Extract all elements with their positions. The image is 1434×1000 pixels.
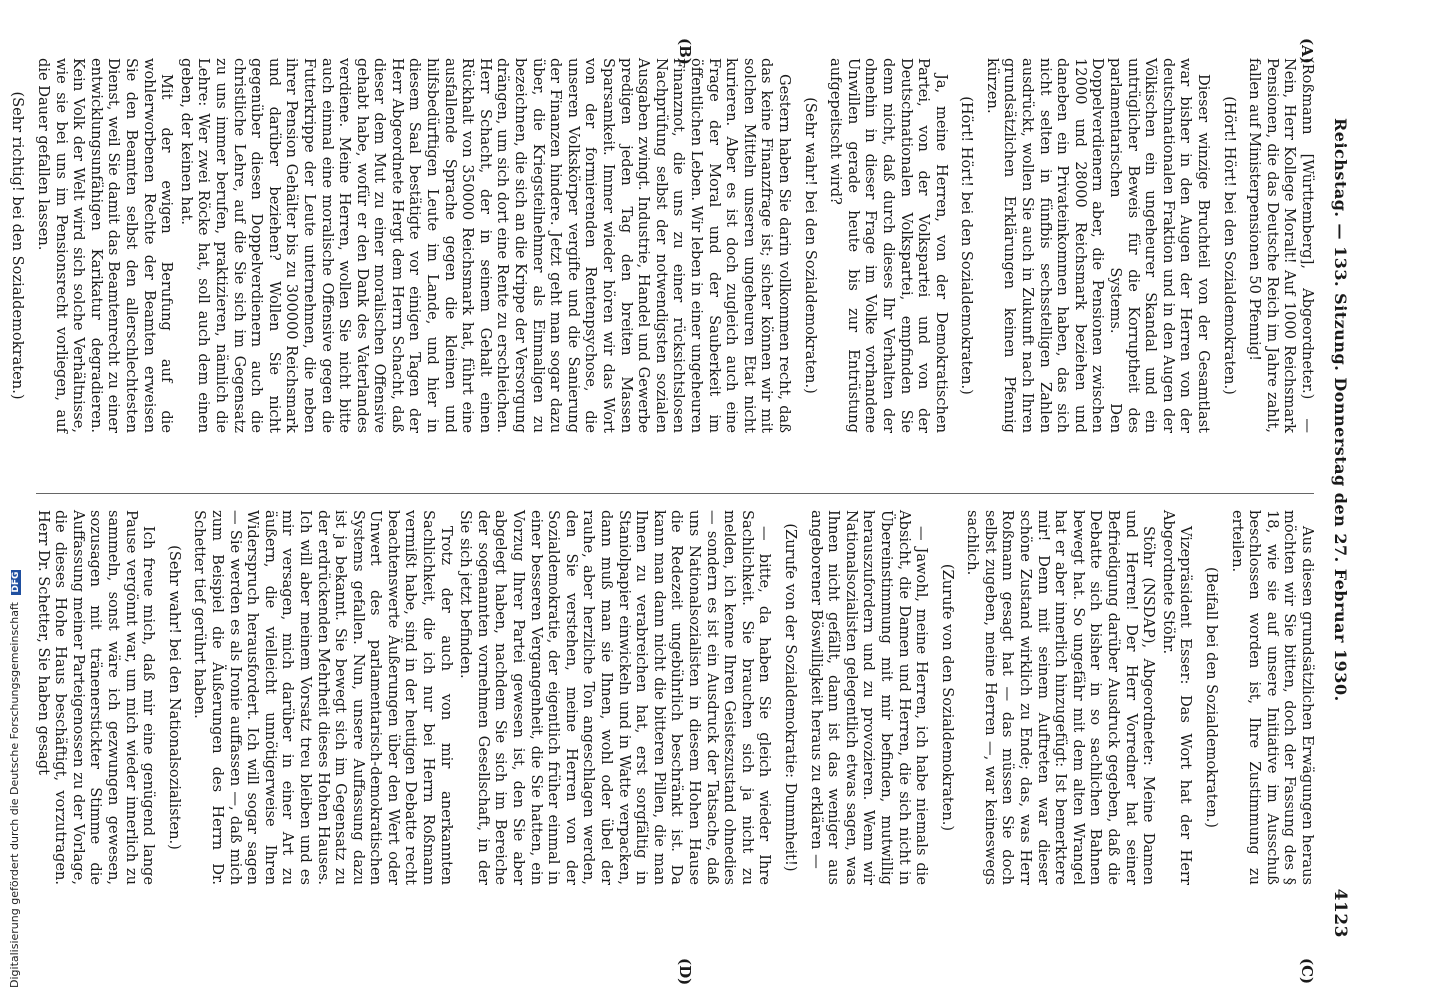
margin-letter-b: (B) — [676, 38, 694, 65]
interjection: (Sehr richtig! bei den Sozialdemokraten.) — [9, 91, 27, 400]
column-divider — [36, 493, 1314, 494]
digitization-note — [8, 570, 21, 988]
interjection: (Zurufe von der Sozialdemokratie: Dummheit!) — [781, 523, 799, 872]
interjection: (Sehr wahr! bei den Sozialdemokraten.) — [801, 97, 819, 394]
right-column — [32, 510, 1316, 885]
paragraph: Dieser winzige Bruchteil von der Gesamtlast war bisher in den Augen der Herren von der deutschnationalen Fraktion und in den Augen der Völkischen ein ungeheurer Skandal und ein untrüglicher Beweis für die Korruptheit des parlamentarischen Systems. Den Doppelverdienern aber, die Pensionen zwischen 12000 und 28000 Reichsmark beziehen und daneben ein Privateinkommen haben, das sich nicht selten in fünfbis sechsstelligen Zahlen ausdrückt, wollen Sie auch in Zukunft nach Ihren grundsätzlichen Erklärungen keinen Pfennig kürzen. — [983, 58, 1213, 433]
margin-letter-d: (D) — [676, 958, 694, 986]
page-header — [1324, 58, 1354, 938]
paragraph: Mit der ewigen Berufung auf die wohlerworbenen Rechte der Beamten erweisen Sie den Beamten selbst den allerschlechtesten Dienst, weil Sie damit das Beamtenrecht zu einer entwicklungsunfähigen Karikatur degradieren. Kein Volk der Welt wird sich solche Verhältnisse, wie sie bei uns im Pensionsrecht vorliegen, auf die Dauer gefallen lassen. — [35, 58, 176, 433]
paragraph: Ja, meine Herren, von der Demokratischen Partei, von der Volkspartei und von der Deutschnationalen Volkspartei, empfinden Sie denn nicht, daß durch dieses Ihr Verhalten der ohnehin in dieser Frage im Volke vorhandene Unwillen gerade heute bis zur Entrüstung aufgepeitscht wird? — [827, 58, 950, 433]
paragraph: Stöhr (NSDAP), Abgeordneter: Meine Damen und Herren! Der Herr Vorredner hat seiner Befriedigung darüber Ausdruck gegeben, daß die Debatte sich bisher in so sachlichen Bahnen bewegt hat. So ungefähr mit dem alten Wrangel hat er aber innerlich hinzugefügt: Ist bemerktere mir! Denn mit seinem Auftreten war dieser schöne Zustand wirklich zu Ende; das, was Herr Roßmann gesagt hat — das müssen Sie doch selbst zugeben, meine Herren —, war keineswegs sachlich. — [964, 510, 1158, 885]
paragraph: Vizepräsident Esser: Das Wort hat der Herr Abgeordnete Stöhr. — [1159, 510, 1195, 885]
page-number: 4123 — [1330, 888, 1350, 938]
paragraph: — Jawohl, meine Herren, ich habe niemals die Absicht, die Damen und Herren, die sich nicht in Übereinstimmung mit mir befinden, mutwillig herauszufordern und zu provozieren. Wenn wir Nationalsozialisten gelegentlich etwas sagen, was Ihnen nicht gefällt, dann ist das weniger aus angeborener Böswilligkeit heraus zu erklären — — [807, 510, 931, 885]
digitization-note-text: Digitalisierung gefördert durch die Deutsche Forschungsgemeinschaft — [8, 602, 21, 988]
dfg-logo: DFG — [11, 571, 21, 593]
paragraph: Aus diesen grundsätzlichen Erwägungen heraus möchten wir Sie bitten, doch der Fassung des § 18, wie sie auf unsere Initiative im Ausschuß beschlossen worden ist, Ihre Zustimmung zu erteilen. — [1228, 510, 1316, 885]
left-column — [1, 58, 1316, 433]
interjection: (Beifall bei den Sozialdemokraten.) — [1203, 567, 1221, 828]
interjection: (Hört! Hört! bei den Sozialdemokraten.) — [1220, 96, 1238, 395]
margin-letter-c: (C) — [1298, 958, 1316, 985]
paragraph: Gestern haben Sie darin vollkommen recht, daß das keine Finanzfrage ist; sicher können wir mit solchen Mitteln unseren ungeheuren Etat nicht kurieren. Aber es ist doch zugleich auch eine Frage der Moral und der Sauberkeit im öffentlichen Leben. Wir leben in einer ungeheuren Finanznot, die uns zu einer rücksichtslosen Nachprüfung selbst der notwendigsten sozialen Ausgaben zwingt. Industrie, Handel und Gewerbe predigen jeden Tag den breiten Massen Sparsamkeit. Immer wieder hören wir das Wort von der formierenden Rentenpsychose, die unseren Volkskörper vergifte und die Sanierung der Finanzen hindere. Jetzt geht man sogar dazu über, die Kriegsteilnehmer als Einmaligen zu bezeichnen, die sich an die Krippe der Versorgung drängen, um sich dort eine Rente zu erschleichen. Herr Schacht, der in seinem Gehalt einen Rückhalt von 350000 Reichsmark hat, führt eine ausfallende Sprache gegen die kleinen und hilfsbedürftigen Leute im Lande, und hier in diesem Saal bestätigte vor einigen Tagen der Herr Abgeordnete Hergt dem Herrn Schacht, daß dieser dem Mut zu einer moralischen Offensive gehabt habe, wofür er den Dank des Vaterlandes verdiene. Meine Herren, wollen Sie nicht bitte auch einmal eine moralische Offensive gegen die Futterkrippe der Leute unternehmen, die neben ihrer Pension Gehälter bis zu 300000 Reichsmark und darüber beziehen? Wollen Sie nicht gegenüber diesen Doppelverdienern auch die christliche Lehre, auf die Sie sich im Gegensatz zu uns immer berufen, praktizieren, nämlich die Lehre: Wer zwei Röcke hat, soll auch dem einen geben, der keinen hat. — [177, 58, 793, 433]
interjection: (Hört! Hört! bei den Sozialdemokraten.) — [958, 96, 976, 395]
paragraph: Trotz der auch von mir anerkannten Sachlichkeit, die ich nur bei Herrn Roßmann vermißt habe, sind in der heutigen Debatte recht beachtenswerte Äußerungen über den Wert oder Unwert des parlamentarisch-demokratischen Systems gefallen. Nun, unsere Auffassung dazu ist ja bekannt. Sie bewegt sich im Gegensatz zu der erdrückenden Mehrheit dieses Hohen Hauses. Ich will aber meinem Vorsatz treu bleiben und es mir versagen, mich darüber in einer Art zu äußern, die vielleicht unnötigerweise Ihren Widerspruch herausfordert. Ich will sogar sagen — Sie werden es als Ironie auffassen —, daß mich zum Beispiel die Äußerungen des Herrn Dr. Schetter tief gerührt haben. — [191, 510, 455, 885]
interjection: (Zurufe von den Sozialdemokraten.) — [938, 563, 956, 832]
paragraph: Ich freue mich, daß mir eine genügend lange Pause vergönnt war, um mich wieder innerlich zu sammeln, sonst wäre ich gezwungen gewesen, sozusagen mit tränenerstickter Stimme die Auffassung meiner Parteigenossen zu der Vorlage, die dieses Hohe Haus beschäftigt, vorzutragen. Herr Dr. Schetter, Sie haben gesagt — [34, 510, 158, 885]
header-title: Reichstag. — 133. Sitzung. Donnerstag den 27. Februar 1930. — [1331, 118, 1350, 702]
paragraph: — bitte, da haben Sie gleich wieder Ihre Sachlichkeit. Sie brauchen sich ja nicht zu melden, ich kenne Ihren Geisteszustand ohnedies — sondern es ist ein Ausdruck der Tatsache, daß uns Nationalsozialisten in diesem Hohen Hause die Redezeit ungebührlich beschränkt ist. Da kann man dann nicht die bitteren Pillen, die man Ihnen zu verabreichen hat, erst sorgfältig in Staniolpapier einwickeln und in Watte verpacken, dann muß man sie Ihnen, wohl oder übel der rauhe, aber herzliche Ton angeschlagen werden, den Sie verstehen, meine Herren von der Sozialdemokratie, der eigentlich früher einmal in einer besseren Vergangenheit, die Sie hatten, ein Vorzug Ihrer Partei gewesen ist, den Sie aber abgelegt haben, nachdem Sie sich im Bereiche der sogenannten vornehmen Gesellschaft, in der Sie sich jetzt befinden. — [457, 510, 774, 885]
margin-letter-a: (A) — [1298, 38, 1316, 64]
paragraph: (Roßmann [Württemberg], Abgeordneter.) — Nein, Herr Kollege Moralt! Auf 1000 Reichsmark Pensionen, die das Deutsche Reich im Jahre zahlt, fallen auf Ministerpensionen 50 Pfennig! — [1246, 58, 1316, 433]
interjection: (Sehr wahr! bei den Nationalsozialisten.) — [165, 545, 183, 850]
